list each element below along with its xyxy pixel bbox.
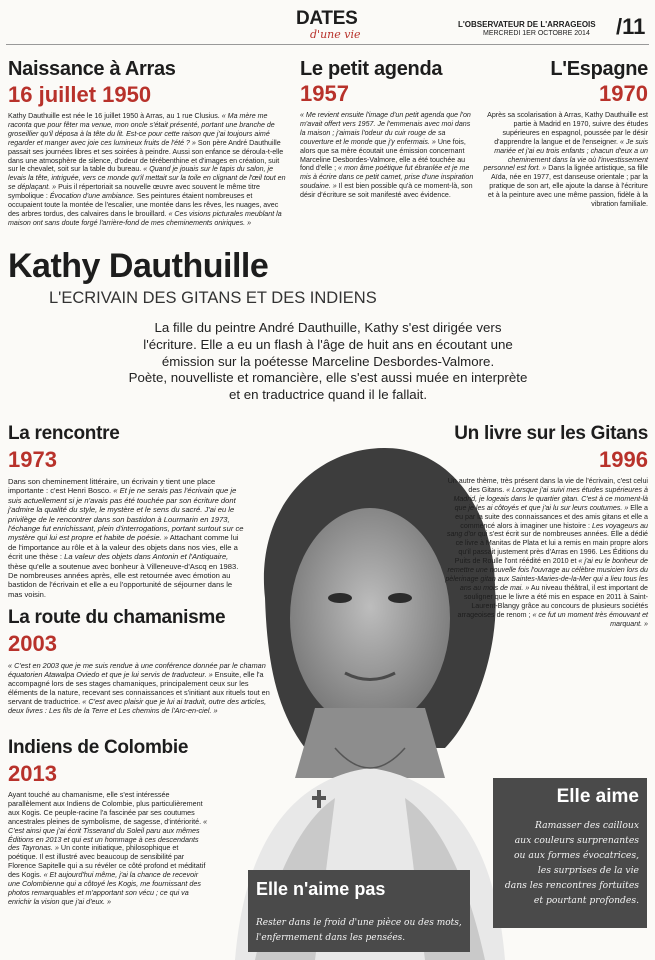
elle-naime-pas-text: Rester dans le froid d'une pièce ou des mots, l'enfermement dans les pensées. <box>256 918 462 943</box>
elle-naime-pas-title: Elle n'aime pas <box>256 879 386 899</box>
masthead-ghost-text <box>6 4 286 28</box>
main-name: Kathy Dauthuille <box>8 247 269 285</box>
colombie-text: Ayant touché au chamanisme, elle s'est intéressée parallèlement aux Indiens de Colombie, plus particulièrement aux Kogis. Ce peuple-racine l'a fascinée par ses coutumes ancestrales pleines de symbolisme, de sagesse, d'intériorité. « C'est ainsi que j'ai écrit Tisserand du Soleil paru aux mêmes Éditions en 2013 et qui est un hommage à ces descendants des Tayronas. » Un conte initiatique, philosophique et poétique. Il est illustré avec beaucoup de sensibilité par Florence Sapitelle qui a su révéler ce côté profond et méditatif des Kogis. « Et aujourd'hui même, j'ai la chance de recevoir une Colombienne qui a côtoyé les Kogis, me fournissant des photos remarquables et m'apportant son vécu ; ce qui va enrichir la vision que j'ai d'eux. » <box>8 790 208 906</box>
section-naissance <box>8 58 288 228</box>
agenda-title: Le petit agenda <box>300 58 443 80</box>
naissance-date: 16 juillet 1950 <box>8 82 152 107</box>
colombie-title: Indiens de Colombie <box>8 737 189 758</box>
chamanisme-title: La route du chamanisme <box>8 607 226 628</box>
espagne-text: Après sa scolarisation à Arras, Kathy Dauthuille est partie à Madrid en 1970, suivre des études supérieures en espagnol, poussée par le désir d'apprendre la langue et de l'enseigner. « Je suis mariée et j'ai eu trois enfants ; chacun d'eux a un cheminement dans la vie où l'investissement personnel est fort. » Dans la lignée artistique, sa fille Aïda, née en 1977, est danseuse orientale ; par la pratique de son art, elle ajoute la danse à l'écriture et à la peinture avec une même passion, fidèle à la vibration familiale. <box>483 111 648 209</box>
naissance-text: Kathy Dauthuille est née le 16 juillet 1950 à Arras, au 1 rue Clusius. « Ma mère me raconta que pour fêter ma venue, mon oncle s'était présenté, portant une branche de groseillier qu'il déposa à la tête du lit. Est-ce pour cette raison que j'ai toujours aimé regarder et manger avec joie ces lumineux fruits de l'été ? » Son père André Dauthuille passait ses journées libres et ses soirées à peindre. Aussi son enfance se déroula-t-elle dans une atmosphère de silence, d'odeur de térébenthine et d'images en création, suit sur le chevalet, soit sur la table du bureau. « Quand je jouais sur le tapis du salon, je levais la tête, intriguée, vers ce monde qu'il mettait sur la toile en clignant de l'œil tout en se déplaçant. » Puis il répertoriait sa nouvelle œuvre avec souvent le même titre symbolique : Évocation d'une ambiance. Ses peintures étaient nombreuses et occupaient toute la montée de l'escalier, une montée dans les rêves, les nuages, avec des arbres tordus, des calvaires dans le brouillard. « Ces visions picturales meublant la maison ont sans doute forgé l'arrière-fond de mes cheminements oniriques. » <box>8 112 286 227</box>
elle-aime-text: Ramasser des cailloux aux couleurs surprenantes ou aux formes évocatrices, les surprises de la vie dans les rencontres fortuites et pourtant profondes. <box>504 820 639 906</box>
rencontre-title: La rencontre <box>8 423 120 444</box>
elle-aime-box <box>493 778 647 928</box>
espagne-title: L'Espagne <box>550 58 648 80</box>
masthead <box>0 0 655 44</box>
main-subtitle: L'ECRIVAIN DES GITANS ET DES INDIENS <box>49 289 377 307</box>
masthead-newspaper: L'OBSERVATEUR DE L'ARRAGEOIS <box>458 20 596 29</box>
rencontre-text: Dans son cheminement littéraire, un écrivain y tient une place importante : c'est Henri Bosco. « Et je ne serais pas l'écrivain que je suis actuellement si je n'avais pas été touchée par son écriture dont j'admire la qualité du style, le mystère et le sens du sacré. J'ai eu le privilège de le rencontrer dans son bastidon à Lourmarin en 1973, l'échange fut enrichissant, plein d'interrogations, portant surtout sur ce mystère qui lui est propre et habite de poésie. » Attachant comme lui de l'importance au rôle et à la valeur des objets dans nos vies, elle a écrit une thèse : La valeur des objets dans Antonin et l'Antiquaire, thèse qu'elle a soutenue avec bonheur à Villeneuve-d'Ascq en 1983. De nombreuses années après, elle est retournée avec émotion au bastidon de l'écrivain et elle a eu l'opportunité de séjourner dans le mas voisin. <box>8 477 244 599</box>
section-espagne <box>482 58 648 209</box>
chamanisme-text: « C'est en 2003 que je me suis rendue à une conférence donnée par le chaman équatorien Atawalpa Oviedo et que je lui servis de traducteur. » Ensuite, elle l'a accompagné lors de ses stages chamaniques, principalement ceux sur les éléments de la nature, recevant ses connaissances et s'initiant aux rituels tout en servant de traductrice. « C'est avec plaisir que je lui ai traduit, outre des articles, deux livres : Les fils de la Terre et Les chemins de l'Arc-en-ciel. » <box>8 661 270 715</box>
masthead-dune-vie: d'une vie <box>310 28 361 41</box>
section-chamanisme <box>8 607 280 715</box>
chamanisme-year: 2003 <box>8 631 57 656</box>
agenda-year: 1957 <box>300 81 349 106</box>
espagne-year: 1970 <box>599 81 648 106</box>
gitans-title: Un livre sur les Gitans <box>454 423 648 444</box>
naissance-title: Naissance à Arras <box>8 58 176 80</box>
gitans-text: Un autre thème, très présent dans la vie de l'écrivain, c'est celui des Gitans. « Lorsque j'ai suivi mes études supérieures à Madrid, je logeais dans le quartier gitan. C'est à ce moment-là que je les ai côtoyés et que j'ai lu sur leurs coutumes. » Elle a eu par la suite des connaissances et des amis gitans et elle a commencé alors à imaginer une histoire : Les voyageurs au sang d'or qui s'est écrit sur de nombreuses années. Elle a dédié ce livre à Manitas de Plata et lui a remis en main propre alors qu'il passait justement près d'Arras en 1996. Les Éditions du Puits de Roulle l'ont réédité en 2010 et « j'ai eu le bonheur de remettre une nouvelle fois l'ouvrage au célèbre musicien lors du pèlerinage gitan aux Saintes-Maries-de-la-Mer qui a lieu tous les ans au mois de mai. » Au niveau théâtral, il est important de souligner que le livre a été mis en espace en 2011 à Saint-Laurent-Blangy grâce au concours de plusieurs sociétés arrageoises de renom ; « ce fut un moment très émouvant et marquant. » <box>445 477 648 628</box>
colombie-year: 2013 <box>8 761 57 786</box>
intro: La fille du peintre André Dauthuille, Kathy s'est dirigée vers l'écriture. Elle a eu un flash à l'âge de huit ans en écoutant une émission sur la poétesse Marceline Desbordes-Valmore. Poète, nouvelliste et romancière, elle s'est aussi muée en interprète et en traductrice quand il le fallait. <box>128 320 528 403</box>
agenda-text: « Me revient ensuite l'image d'un petit agenda que l'on m'avait offert vers 1957. Je l'emmenais avec moi dans la maison ; j'aimais l'odeur du cuir rouge de sa couverture et le monde que j'y enfermais. » Une fois, alors que sa mère écoutait une émission concernant Marceline Desbordes-Valmore, elle a été touchée au fond d'elle ; « mon âme poétique fut ébranlée et je me mis à écrire dans ce petit carnet, prise d'une inspiration soudaine. » Il est bien possible qu'à ce moment-là, son désir d'écriture se soit manifesté avec évidence. <box>300 111 474 200</box>
elle-aime-title: Elle aime <box>556 786 639 807</box>
section-rencontre <box>8 423 248 599</box>
section-colombie <box>8 737 208 907</box>
masthead-page: /11 <box>616 14 646 39</box>
gitans-year: 1996 <box>599 447 648 472</box>
masthead-date: MERCREDI 1ER OCTOBRE 2014 <box>483 30 590 37</box>
rencontre-year: 1973 <box>8 447 57 472</box>
masthead-rule <box>6 44 649 45</box>
elle-naime-pas-box <box>248 870 470 952</box>
masthead-dates: DATES <box>296 8 358 29</box>
section-agenda <box>300 58 475 200</box>
section-gitans <box>445 423 648 628</box>
